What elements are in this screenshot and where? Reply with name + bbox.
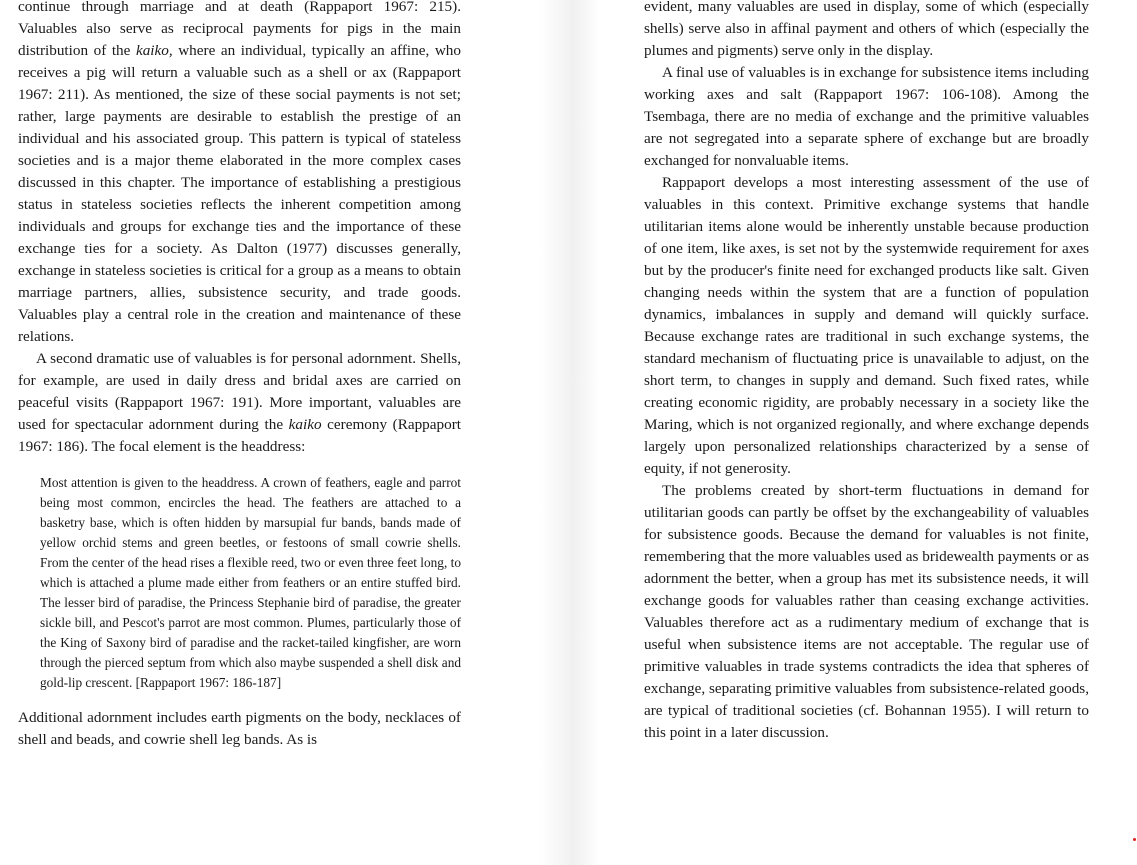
paragraph: evident, many valuables are used in display, some of which (especially shells) serve also in affinal payment and others of which (especially the plumes and pigments) serve only in the display.	[644, 0, 1089, 59]
block-quote: Most attention is given to the headdress. A crown of feathers, eagle and parrot being most common, encircles the head. The feathers are attached to a basketry base, which is often hidden by marsupial fur bands, bands made of yellow orchid stems and green beetles, or festoons of small cowrie shells. From the center of the head rises a flexible reed, two or even three feet long, to which is attached a plume made either from feathers or an entire stuffed bird. The lesser bird of paradise, the Princess Stephanie bird of paradise, the greater sickle bill, and Pescot's parrot are most common. Plumes, particularly those of the King of Saxony bird of paradise and the racket-tailed kingfisher, are worn through the pierced septum from which also maybe suspended a shell disk and gold-lip crescent. [Rappaport 1967: 186-187]	[40, 475, 461, 690]
right-page	[644, 0, 1089, 744]
left-page	[18, 0, 461, 751]
paragraph: A final use of valuables is in exchange for subsistence items including working axes and salt (Rappaport 1967: 106-108). Among the Tsembaga, there are no media of exchange and the primitive valuables are not segregated into a separate sphere of exchange but are broadly exchanged for nonvaluable items.	[644, 64, 1089, 169]
paragraph: A second dramatic use of valuables is for personal adornment. Shells, for example, are used in daily dress and bridal axes are carried on peaceful visits (Rappaport 1967: 191). More important, valuables are used for spectacular adornment during the kaiko ceremony (Rappaport 1967: 186). The focal element is the headdress:	[18, 350, 461, 455]
paragraph: continue through marriage and at death (Rappaport 1967: 215). Valuables also serve as reciprocal payments for pigs in the main distribution of the kaiko, where an individual, typically an affine, who receives a pig will return a valuable such as a shell or ax (Rappaport 1967: 211). As mentioned, the size of these social payments is not set; rather, large payments are desirable to establish the prestige of an individual and his associated group. This pattern is typical of stateless societies and is a major theme elaborated in the more complex cases discussed in this chapter. The importance of establishing a prestigious status in stateless societies reflects the inherent competition among individuals and groups for exchange ties and the importance of these exchange ties for a society. As Dalton (1977) discusses generally, exchange in stateless societies is critical for a group as a means to obtain marriage partners, allies, subsistence security, and trade goods. Valuables play a central role in the creation and maintenance of these relations.	[18, 0, 461, 345]
paragraph: The problems created by short-term fluctuations in demand for utilitarian goods can partly be offset by the exchangeability of valuables for subsistence goods. Because the demand for valuables is not finite, remembering that the more valuables used as bridewealth payments or as adornment the better, when a group has met its subsistence needs, it will exchange goods for valuables rather than ceasing exchange activities. Valuables therefore act as a rudimentary medium of exchange that is useful when subsistence items are not acceptable. The regular use of primitive valuables in trade systems contradicts the idea that spheres of exchange, separating primitive valuables from subsistence-related goods, are typical of traditional societies (cf. Bohannan 1955). I will return to this point in a later discussion.	[644, 482, 1089, 741]
book-gutter	[540, 0, 600, 865]
italic-term: kaiko	[288, 416, 322, 433]
corner-dot	[1133, 838, 1136, 841]
paragraph: Rappaport develops a most interesting assessment of the use of valuables in this context. Primitive exchange systems that handle utilitarian items alone would be inherently unstable because production of one item, like axes, is set not by the systemwide requirement for axes but by the producer's finite need for exchanged products like salt. Given changing needs within the system that are a function of population dynamics, imbalances in supply and demand will quickly surface. Because exchange rates are traditional in such exchange systems, the standard mechanism of fluctuating price is unavailable to adjust, on the short term, to changes in supply and demand. Such fixed rates, while creating economic rigidity, are probably necessary in a society like the Maring, which is not organized regionally, and where exchange depends largely upon personalized relationships characterized by a sense of equity, if not generosity.	[644, 174, 1089, 477]
paragraph: Additional adornment includes earth pigments on the body, necklaces of shell and beads, and cowrie shell leg bands. As is	[18, 709, 461, 748]
italic-term: kaiko,	[135, 42, 173, 59]
